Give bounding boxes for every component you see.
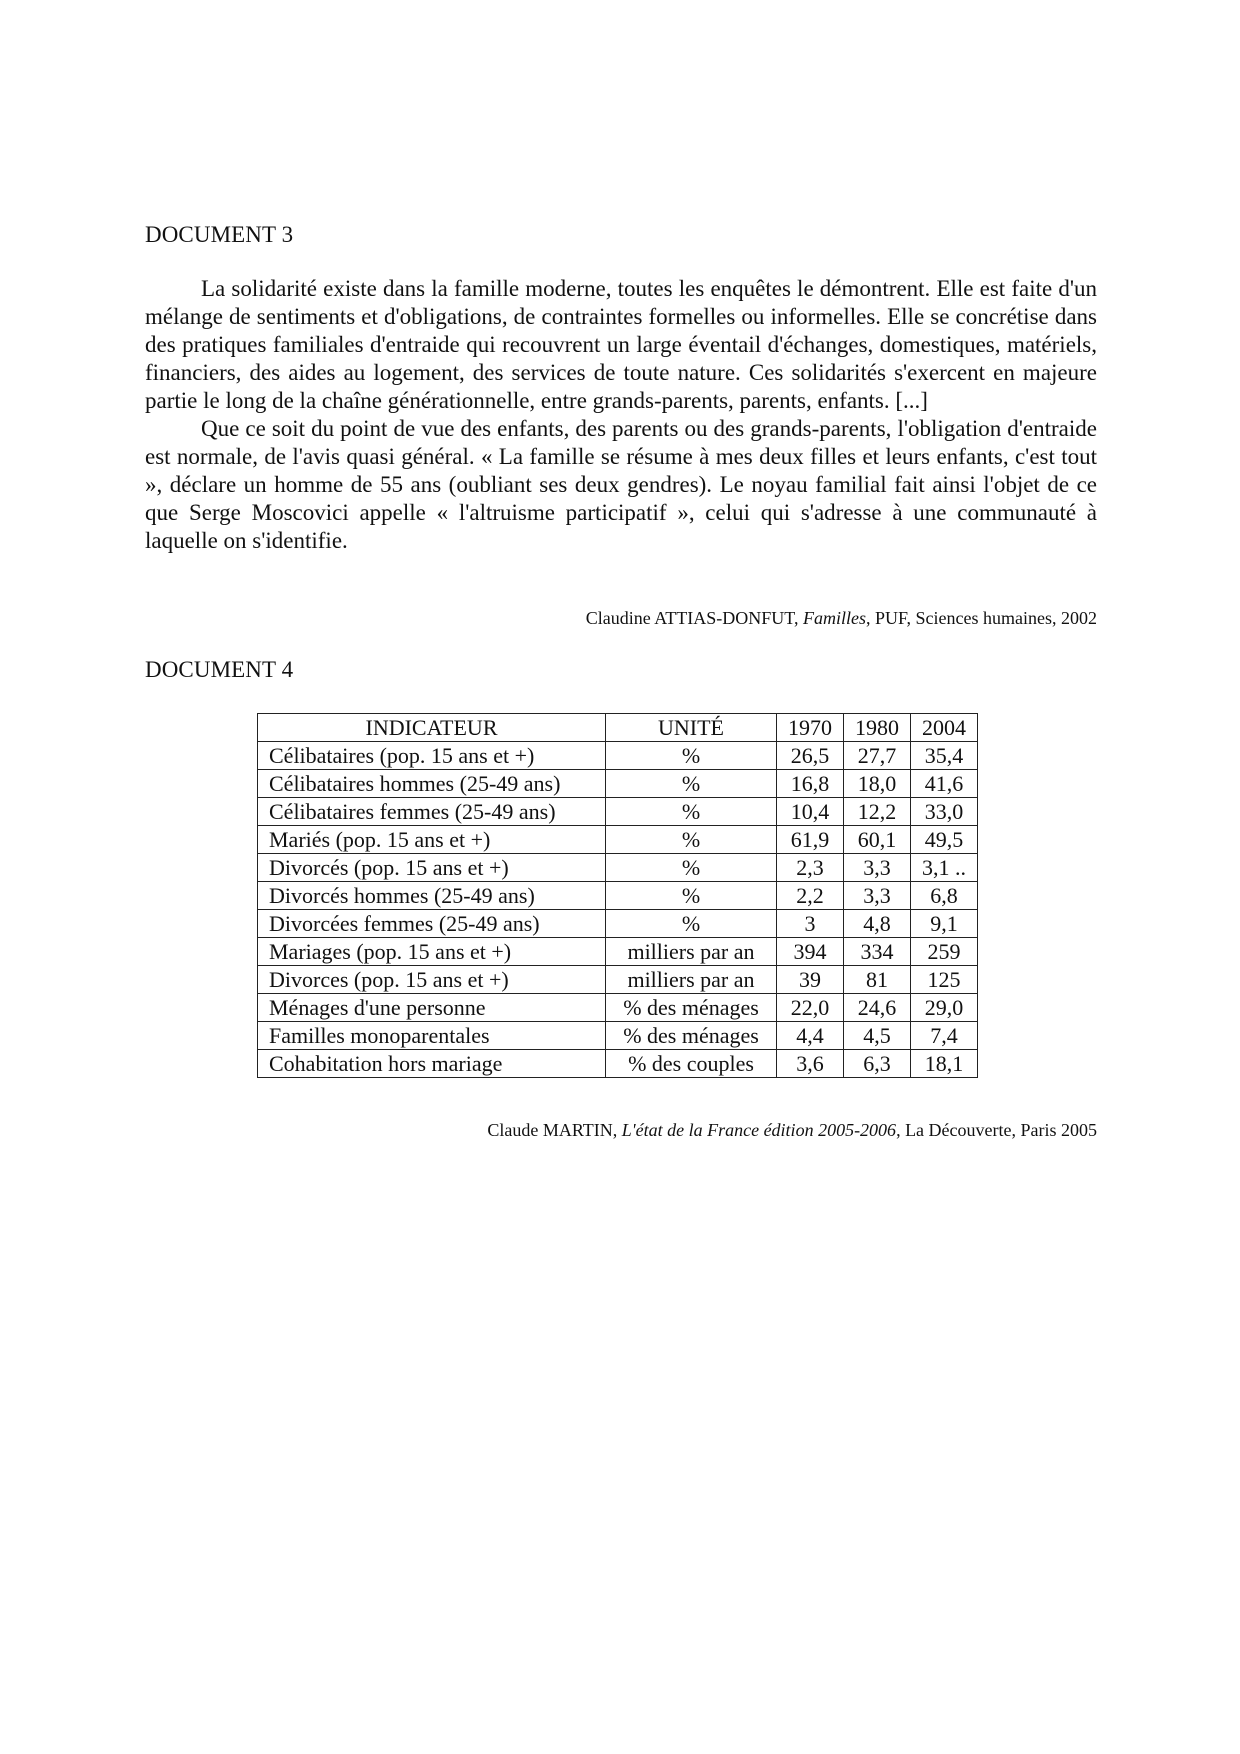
cell-indicateur: Divorces (pop. 15 ans et +) xyxy=(258,966,606,994)
cell-1970: 16,8 xyxy=(777,770,844,798)
cell-1970: 10,4 xyxy=(777,798,844,826)
cell-1980: 6,3 xyxy=(844,1050,911,1078)
document-3-heading: DOCUMENT 3 xyxy=(145,222,294,247)
cell-1970: 22,0 xyxy=(777,994,844,1022)
cell-1970: 3 xyxy=(777,910,844,938)
paragraph: La solidarité existe dans la famille moderne, toutes les enquêtes le démontrent. Elle est faite d'un mélange de sentiments et d'obligations, de contraintes formelles ou informelles. Elle se concrétise dans des pratiques familiales d'entraide qui recouvrent un large éventail d'échanges, domestiques, matériels, financiers, des aides au logement, des services de toute nature. Ces solidarités s'exercent en majeure partie le long de la chaîne générationnelle, entre grands-parents, parents, enfants. [...] xyxy=(145,276,1097,413)
cell-unite: % xyxy=(606,826,777,854)
cell-indicateur: Célibataires femmes (25-49 ans) xyxy=(258,798,606,826)
cell-indicateur: Mariages (pop. 15 ans et +) xyxy=(258,938,606,966)
cell-indicateur: Célibataires hommes (25-49 ans) xyxy=(258,770,606,798)
cell-indicateur: Mariés (pop. 15 ans et +) xyxy=(258,826,606,854)
table-header-row xyxy=(258,714,978,742)
cell-unite: % xyxy=(606,910,777,938)
cell-1980: 12,2 xyxy=(844,798,911,826)
cell-1970: 3,6 xyxy=(777,1050,844,1078)
cell-2004: 3,1 .. xyxy=(911,854,978,882)
cell-unite: % xyxy=(606,742,777,770)
cell-1970: 61,9 xyxy=(777,826,844,854)
source-title: Familles xyxy=(802,608,866,628)
cell-unite: % des ménages xyxy=(606,994,777,1022)
table-row xyxy=(258,770,978,798)
cell-1980: 18,0 xyxy=(844,770,911,798)
source-publisher: , PUF, Sciences humaines, 2002 xyxy=(865,608,1097,628)
cell-2004: 33,0 xyxy=(911,798,978,826)
cell-1980: 4,8 xyxy=(844,910,911,938)
table-row xyxy=(258,742,978,770)
cell-indicateur: Familles monoparentales xyxy=(258,1022,606,1050)
cell-2004: 49,5 xyxy=(911,826,978,854)
document-3-text xyxy=(145,275,1097,555)
header-1980: 1980 xyxy=(844,714,911,742)
cell-indicateur: Célibataires (pop. 15 ans et +) xyxy=(258,742,606,770)
document-4-source xyxy=(487,1118,1097,1142)
source-title: L'état de la France édition 2005-2006 xyxy=(621,1120,897,1140)
cell-1970: 394 xyxy=(777,938,844,966)
cell-unite: % xyxy=(606,770,777,798)
cell-unite: % des ménages xyxy=(606,1022,777,1050)
header-indicateur: INDICATEUR xyxy=(258,714,606,742)
cell-1970: 26,5 xyxy=(777,742,844,770)
source-author: Claude MARTIN, xyxy=(487,1120,622,1140)
cell-2004: 259 xyxy=(911,938,978,966)
indicator-table xyxy=(257,713,978,1078)
cell-2004: 29,0 xyxy=(911,994,978,1022)
cell-indicateur: Ménages d'une personne xyxy=(258,994,606,1022)
cell-1980: 3,3 xyxy=(844,854,911,882)
document-4-heading: DOCUMENT 4 xyxy=(145,657,294,682)
cell-indicateur: Divorcées femmes (25-49 ans) xyxy=(258,910,606,938)
cell-unite: % xyxy=(606,798,777,826)
cell-unite: milliers par an xyxy=(606,938,777,966)
header-2004: 2004 xyxy=(911,714,978,742)
cell-unite: % des couples xyxy=(606,1050,777,1078)
cell-1980: 27,7 xyxy=(844,742,911,770)
cell-unite: % xyxy=(606,854,777,882)
table-row xyxy=(258,1022,978,1050)
cell-indicateur: Divorcés (pop. 15 ans et +) xyxy=(258,854,606,882)
cell-2004: 9,1 xyxy=(911,910,978,938)
cell-1980: 4,5 xyxy=(844,1022,911,1050)
cell-1970: 39 xyxy=(777,966,844,994)
cell-2004: 18,1 xyxy=(911,1050,978,1078)
cell-1980: 3,3 xyxy=(844,882,911,910)
cell-2004: 125 xyxy=(911,966,978,994)
source-author: Claudine ATTIAS-DONFUT, xyxy=(585,608,803,628)
paragraph: Que ce soit du point de vue des enfants, des parents ou des grands-parents, l'obligation d'entraide est normale, de l'avis quasi général. « La famille se résume à mes deux filles et leurs enfants, c'est tout », déclare un homme de 55 ans (oubliant ses deux gendres). Le noyau familial fait ainsi l'objet de ce que Serge Moscovici appelle « l'altruisme participatif », celui qui s'adresse à une communauté à laquelle on s'identifie. xyxy=(145,416,1097,553)
source-publisher: , La Découverte, Paris 2005 xyxy=(896,1120,1097,1140)
cell-1980: 60,1 xyxy=(844,826,911,854)
cell-unite: milliers par an xyxy=(606,966,777,994)
cell-1980: 334 xyxy=(844,938,911,966)
cell-1970: 2,3 xyxy=(777,854,844,882)
cell-2004: 7,4 xyxy=(911,1022,978,1050)
cell-1970: 4,4 xyxy=(777,1022,844,1050)
cell-2004: 41,6 xyxy=(911,770,978,798)
table-row xyxy=(258,910,978,938)
cell-2004: 35,4 xyxy=(911,742,978,770)
cell-1980: 24,6 xyxy=(844,994,911,1022)
table-row xyxy=(258,1050,978,1078)
table-row xyxy=(258,826,978,854)
table-row xyxy=(258,966,978,994)
table-row xyxy=(258,938,978,966)
cell-indicateur: Cohabitation hors mariage xyxy=(258,1050,606,1078)
table-row xyxy=(258,994,978,1022)
table-row xyxy=(258,854,978,882)
cell-1970: 2,2 xyxy=(777,882,844,910)
cell-unite: % xyxy=(606,882,777,910)
table-row xyxy=(258,882,978,910)
cell-indicateur: Divorcés hommes (25-49 ans) xyxy=(258,882,606,910)
header-unite: UNITÉ xyxy=(606,714,777,742)
cell-2004: 6,8 xyxy=(911,882,978,910)
document-3-source xyxy=(586,606,1097,630)
cell-1980: 81 xyxy=(844,966,911,994)
table-row xyxy=(258,798,978,826)
header-1970: 1970 xyxy=(777,714,844,742)
